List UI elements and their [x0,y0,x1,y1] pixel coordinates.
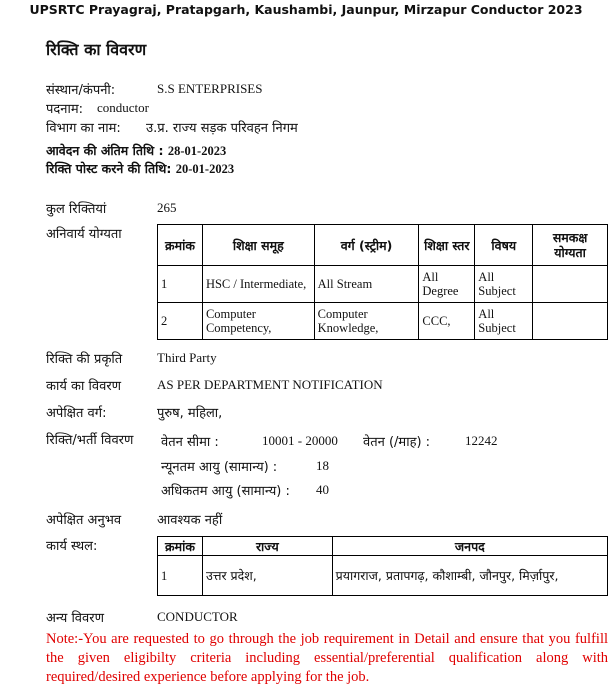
cell-serial: 2 [158,303,203,340]
total-vacancy-label: कुल रिक्तियां [46,202,107,217]
workplace-header-row [158,537,608,556]
min-age-value: 18 [316,458,329,473]
company-value: S.S ENTERPRISES [157,81,263,96]
col-education-level: शिक्षा स्तर [419,225,475,266]
min-age-label: न्यूनतम आयु (सामान्य) : [161,460,278,475]
workplace-table [157,536,608,596]
gender-value: पुरुष, महिला, [157,406,223,421]
salary-month-label: वेतन (/माह) : [363,435,431,450]
company-label: संस्थान/कंपनी: [46,83,116,98]
qualification-header-row [158,225,608,266]
col-serial: क्रमांक [158,537,203,556]
cell-subject: All Subject [475,266,533,303]
qualification-label: अनिवार्य योग्यता [46,227,122,242]
experience-value: आवश्यक नहीं [157,513,223,528]
cell-education-level: CCC, [419,303,475,340]
last-date-row [46,142,226,159]
department-label: विभाग का नाम: [46,121,121,136]
max-age-value: 40 [316,482,329,497]
cell-equivalent [533,266,608,303]
other-details-label: अन्य विवरण [46,611,104,626]
salary-month-value: 12242 [465,433,498,448]
cell-serial: 1 [158,266,203,303]
other-details-value: CONDUCTOR [157,609,238,624]
post-date-label: रिक्ति पोस्ट करने की तिथि: [46,161,172,176]
post-value: conductor [97,100,149,115]
max-age-label: अधिकतम आयु (सामान्य) : [161,484,290,499]
recruitment-label: रिक्ति/भर्ती विवरण [46,433,134,448]
work-value: AS PER DEPARTMENT NOTIFICATION [157,377,383,392]
cell-state: उत्तर प्रदेश, [202,556,332,596]
last-date-label: आवेदन की अंतिम तिथि : [46,143,164,158]
table-row [158,556,608,596]
table-row [158,266,608,303]
department-value: उ.प्र. राज्य सड़क परिवहन निगम [146,121,298,136]
col-education-group: शिक्षा समूह [202,225,314,266]
post-date-value: 20-01-2023 [175,162,235,176]
col-state: राज्य [202,537,332,556]
last-date-value: 28-01-2023 [167,144,227,158]
nature-value: Third Party [157,350,217,365]
document-title: UPSRTC Prayagraj, Pratapgarh, Kaushambi, Jaunpur, Mirzapur Conductor 2023 [29,2,583,17]
col-equivalent: समकक्ष योग्यता [533,225,608,266]
total-vacancy-value: 265 [157,200,177,215]
cell-subject: All Subject [475,303,533,340]
cell-serial: 1 [158,556,203,596]
cell-stream: Computer Knowledge, [314,303,419,340]
nature-label: रिक्ति की प्रकृति [46,352,123,367]
post-label: पदनाम: [46,102,84,117]
col-stream: वर्ग (स्ट्रीम) [314,225,419,266]
col-subject: विषय [475,225,533,266]
cell-education-group: HSC / Intermediate, [202,266,314,303]
salary-range-value: 10001 - 20000 [262,433,338,448]
experience-label: अपेक्षित अनुभव [46,513,122,528]
cell-stream: All Stream [314,266,419,303]
gender-label: अपेक्षित वर्ग: [46,406,107,421]
workplace-label: कार्य स्थल: [46,539,98,554]
table-row [158,303,608,340]
disclaimer-note: Note:-You are requested to go through the job requirement in Detail and ensure that you fulfill the given eligibilty criteria including essential/preferential qualification along with required/desired experience before applying for the job. [46,631,608,685]
cell-education-level: All Degree [419,266,475,303]
salary-range-label: वेतन सीमा : [161,435,219,450]
cell-district: प्रयागराज, प्रतापगढ़, कौशाम्बी, जौनपुर, मिर्ज़ापुर, [332,556,607,596]
section-title: रिक्ति का विवरण [46,40,147,59]
post-date-row [46,160,234,177]
col-serial: क्रमांक [158,225,203,266]
cell-education-group: Computer Competency, [202,303,314,340]
qualification-table [157,224,608,340]
col-district: जनपद [332,537,607,556]
cell-equivalent [533,303,608,340]
work-label: कार्य का विवरण [46,379,122,394]
